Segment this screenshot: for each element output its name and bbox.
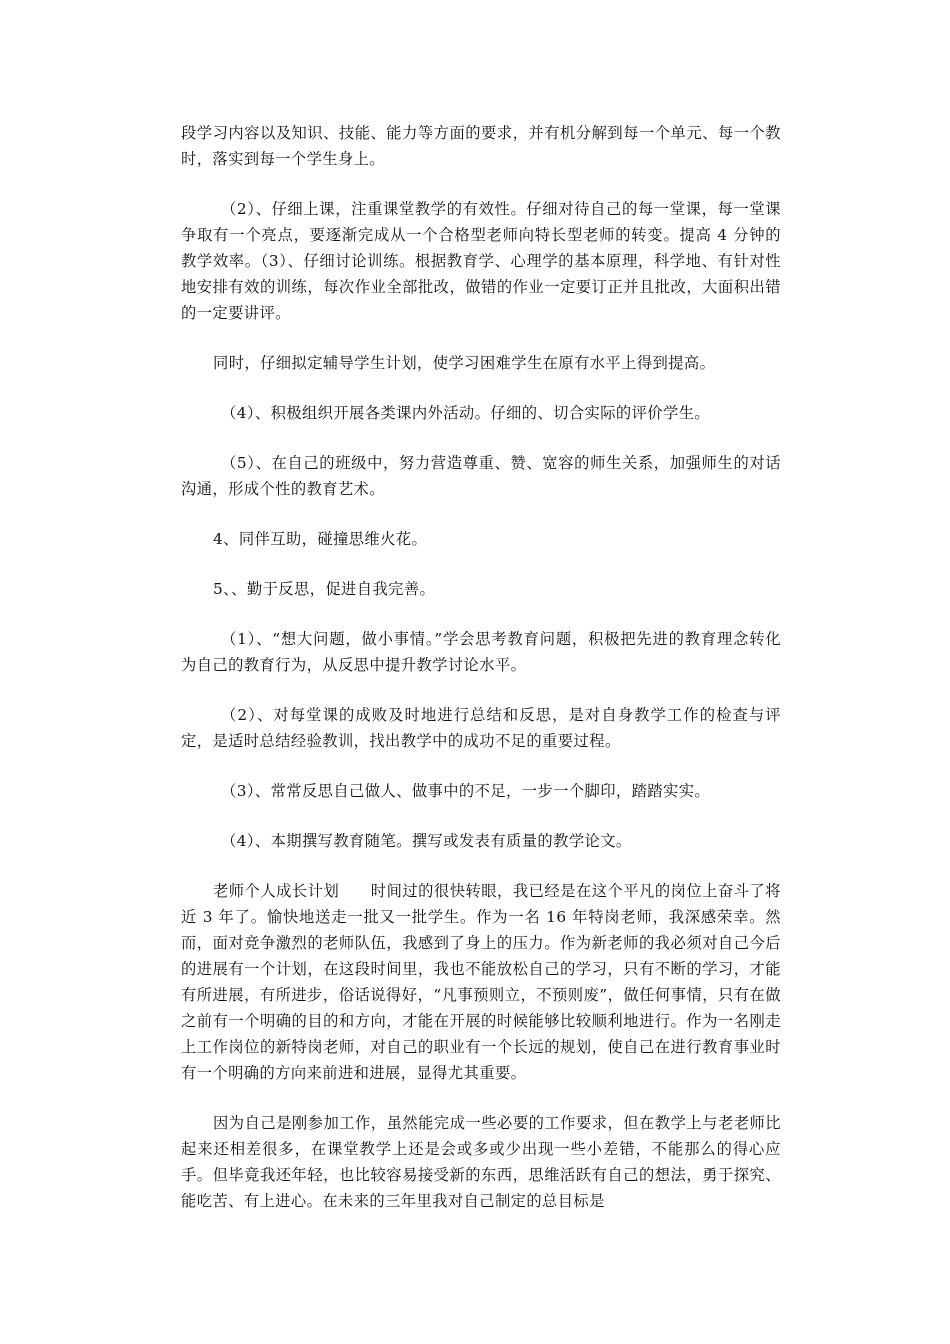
paragraph-item-5: （5）、在自己的班级中，努力营造尊重、赞、宽容的师生关系，加强师生的对话沟通，形成个性的教育艺术。 [181,454,781,498]
paragraph-reflection-2: （2）、对每堂课的成败及时地进行总结和反思，是对自身教学工作的检查与评定，是适时总结经验教训，找出教学中的成功不足的重要过程。 [181,706,781,750]
paragraph-section-4: 4、同伴互助，碰撞思维火花。 [213,530,428,548]
paragraph-tutoring-plan: 同时，仔细拟定辅导学生计划，使学习困难学生在原有水平上得到提高。 [213,354,716,372]
paragraph-item-4: （4）、积极组织开展各类课内外活动。仔细的、切合实际的评价学生。 [221,404,711,422]
paragraph-growth-plan-intro: 老师个人成长计划 时间过的很快转眼，我已经是在这个平凡的岗位上奋斗了将近 3 年了。愉快地送走一批又一批学生。作为一名 16 年特岗老师，我深感荣幸。然而，面对竞争激烈的老师队伍，我感到了身上的压力。作为新老师的我必须对自己今后的进展有一个计划，在这段时间里，我也不能放松自己的学习，只有不断的学习，才能有所进展，有所进步，俗话说得好，“凡事预则立，不预则废”，做任何事情，只有在做之前有一个明确的目的和方向，才能在开展的时候能够比较顺利地进行。作为一名刚走上工作岗位的新特岗老师，对自己的职业有一个长远的规划，使自己在进行教育事业时有一个明确的方向来前进和进展，显得尤其重要。 [181,882,781,1082]
paragraph-continuation: 段学习内容以及知识、技能、能力等方面的要求，并有机分解到每一个单元、每一个教时，落实到每一个学生身上。 [181,124,781,168]
paragraph-item-2: （2）、仔细上课，注重课堂教学的有效性。仔细对待自己的每一堂课，每一堂课争取有一个亮点，要逐渐完成从一个合格型老师向特长型老师的转变。提高 4 分钟的教学效率。（3）、仔细讨论训练。根据教育学、心理学的基本原理，科学地、有针对性地安排有效的训练，每次作业全部批改，做错的作业一定要订正并且批改，大面积出错的一定要讲评。 [181,200,781,322]
paragraph-reflection-4: （4）、本期撰写教育随笔。撰写或发表有质量的教学论文。 [221,832,632,850]
paragraph-section-5: 5、、勤于反思，促进自我完善。 [213,580,436,598]
paragraph-reflection-1: （1）、“想大问题，做小事情。”学会思考教育问题，积极把先进的教育理念转化为自己的教育行为，从反思中提升教学讨论水平。 [181,630,781,674]
document-body [181,120,781,1238]
paragraph-reflection-3: （3）、常常反思自己做人、做事中的不足，一步一个脚印，踏踏实实。 [221,782,711,800]
paragraph-growth-plan-goals: 因为自己是刚参加工作，虽然能完成一些必要的工作要求，但在教学上与老老师比起来还相差很多，在课堂教学上还是会或多或少出现一些小差错，不能那么的得心应手。但毕竟我还年轻，也比较容易接受新的东西，思维活跃有自己的想法，勇于探究、能吃苦、有上进心。在未来的三年里我对自己制定的总目标是 [181,1114,781,1210]
